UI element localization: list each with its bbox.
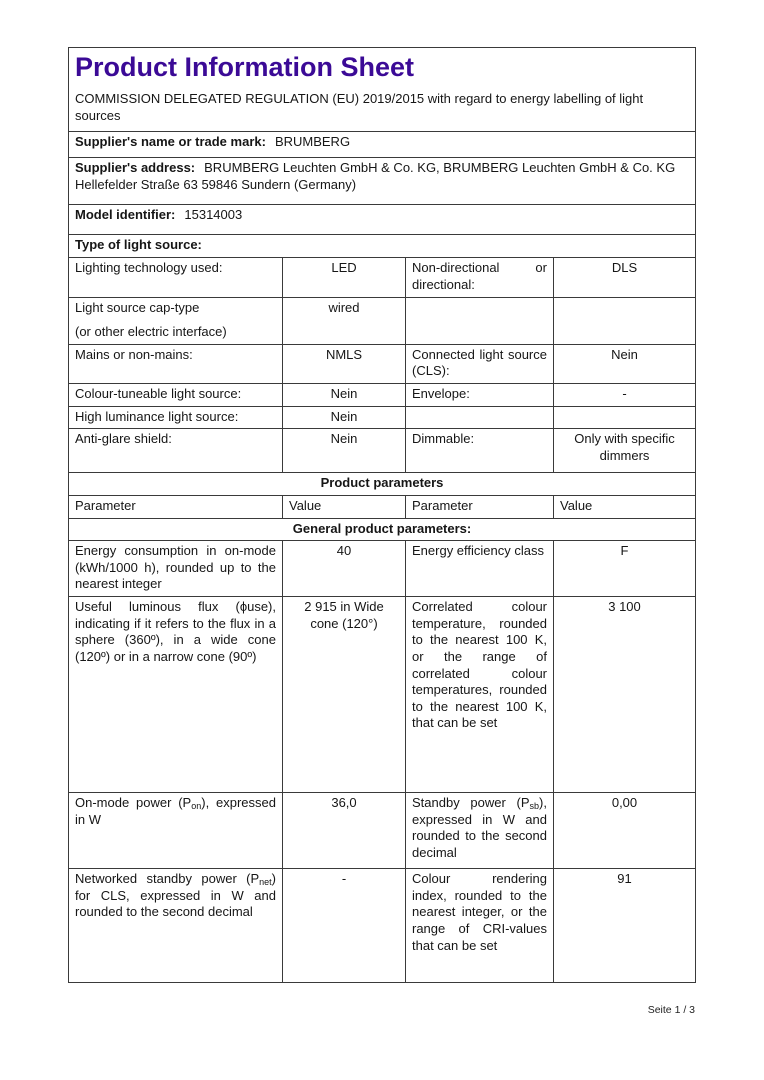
type-of-light-source-heading: Type of light source: <box>75 237 202 253</box>
param-value: 40 <box>283 541 406 597</box>
product-info-table <box>68 47 696 983</box>
param-value: 91 <box>554 869 696 983</box>
param-value: NMLS <box>283 344 406 383</box>
column-header-row <box>69 495 696 518</box>
model-identifier-cell <box>69 205 696 235</box>
product-parameters-heading: Product parameters <box>69 473 696 496</box>
param-value-empty <box>554 297 696 344</box>
table-row <box>69 258 696 297</box>
param-label-text: ) for CLS, expressed in W and rounded to the second decimal <box>75 871 276 920</box>
param-value: Nein <box>283 429 406 473</box>
param-label-text: On-mode power (P <box>75 795 192 811</box>
param-value: DLS <box>554 258 696 297</box>
supplier-address-label: Supplier's address: <box>75 160 196 176</box>
model-identifier-value: 15314003 <box>184 207 243 223</box>
param-label <box>406 793 554 869</box>
table-row <box>69 541 696 597</box>
cap-type-line1: Light source cap-type <box>75 299 200 315</box>
param-value: Nein <box>554 344 696 383</box>
param-label-text: Standby power (P <box>412 795 530 811</box>
param-label: Dimmable: <box>406 429 554 473</box>
param-label: High luminance light source: <box>69 406 283 429</box>
param-value: wired <box>283 297 406 344</box>
param-value: Only with specific dimmers <box>554 429 696 473</box>
param-value: 36,0 <box>283 793 406 869</box>
title-row <box>69 48 696 132</box>
param-label: Useful luminous flux (ϕuse), indicating if it refers to the flux in a sphere (360º), in a wide cone (120º) or in a narrow cone (90º) <box>69 597 283 793</box>
param-label: Colour rendering index, rounded to the nearest integer, or the range of CRI-values that can be set <box>406 869 554 983</box>
supplier-address-value: BRUMBERG Leuchten GmbH & Co. KG, BRUMBERG Leuchten GmbH & Co. KG Hellefelder Straße 63 59846 Sundern (Germany) <box>75 160 676 192</box>
param-value-empty <box>554 406 696 429</box>
param-label-text: ), expressed in W and rounded to the second decimal <box>412 795 547 860</box>
param-value: 2 915 in Wide cone (120°) <box>283 597 406 793</box>
cap-type-line2: (or other electric interface) <box>75 324 227 340</box>
supplier-name-label: Supplier's name or trade mark: <box>75 134 266 150</box>
page-number: Seite 1 / 3 <box>647 1004 695 1016</box>
param-value: - <box>283 869 406 983</box>
param-label: Colour-tuneable light source: <box>69 384 283 407</box>
param-value: LED <box>283 258 406 297</box>
param-label <box>69 793 283 869</box>
param-label: Non-directional or directional: <box>406 258 554 297</box>
table-row <box>69 384 696 407</box>
param-value: F <box>554 541 696 597</box>
table-row <box>69 429 696 473</box>
table-row <box>69 406 696 429</box>
title-cell <box>69 48 696 132</box>
param-label: Mains or non-mains: <box>69 344 283 383</box>
param-label: Envelope: <box>406 384 554 407</box>
param-value: Nein <box>283 384 406 407</box>
general-product-parameters-row <box>69 518 696 541</box>
table-row <box>69 344 696 383</box>
param-value: 3 100 <box>554 597 696 793</box>
param-value: - <box>554 384 696 407</box>
table-row <box>69 597 696 793</box>
regulation-subtitle: COMMISSION DELEGATED REGULATION (EU) 2019/2015 with regard to energy labelling of light sources <box>75 91 644 123</box>
type-of-light-source-row <box>69 235 696 258</box>
param-label-empty <box>406 406 554 429</box>
table-row <box>69 297 696 344</box>
type-of-light-source-cell <box>69 235 696 258</box>
column-header-parameter-1: Parameter <box>69 495 283 518</box>
param-label-empty <box>406 297 554 344</box>
supplier-name-value: BRUMBERG <box>274 134 351 150</box>
param-value: 0,00 <box>554 793 696 869</box>
subscript-on: on <box>191 801 202 812</box>
param-label: Correlated colour temperature, rounded to the nearest 100 K, or the range of correlated colour temperatures, rounded to the nearest 100 K, that can be set <box>406 597 554 793</box>
table-row <box>69 793 696 869</box>
param-label: Connected light source (CLS): <box>406 344 554 383</box>
general-product-parameters-heading: General product parameters: <box>69 518 696 541</box>
supplier-name-row <box>69 132 696 158</box>
param-label-text: Networked standby power (P <box>75 871 260 887</box>
supplier-address-cell <box>69 158 696 205</box>
param-label: Energy consumption in on-mode (kWh/1000 h), rounded up to the nearest integer <box>69 541 283 597</box>
param-value: Nein <box>283 406 406 429</box>
column-header-parameter-2: Parameter <box>406 495 554 518</box>
param-label-text: ), expressed in W <box>75 795 276 827</box>
subscript-net: net <box>259 877 272 888</box>
subscript-sb: sb <box>529 801 540 812</box>
param-label <box>69 297 283 344</box>
param-label <box>69 869 283 983</box>
column-header-value-2: Value <box>554 495 696 518</box>
column-header-value-1: Value <box>283 495 406 518</box>
table-row <box>69 869 696 983</box>
param-label: Energy efficiency class <box>406 541 554 597</box>
param-label: Lighting technology used: <box>69 258 283 297</box>
model-identifier-label: Model identifier: <box>75 207 176 223</box>
page-title: Product Information Sheet <box>75 52 415 82</box>
param-label: Anti-glare shield: <box>69 429 283 473</box>
model-identifier-row <box>69 205 696 235</box>
supplier-address-row <box>69 158 696 205</box>
product-parameters-heading-row <box>69 473 696 496</box>
supplier-name-cell <box>69 132 696 158</box>
